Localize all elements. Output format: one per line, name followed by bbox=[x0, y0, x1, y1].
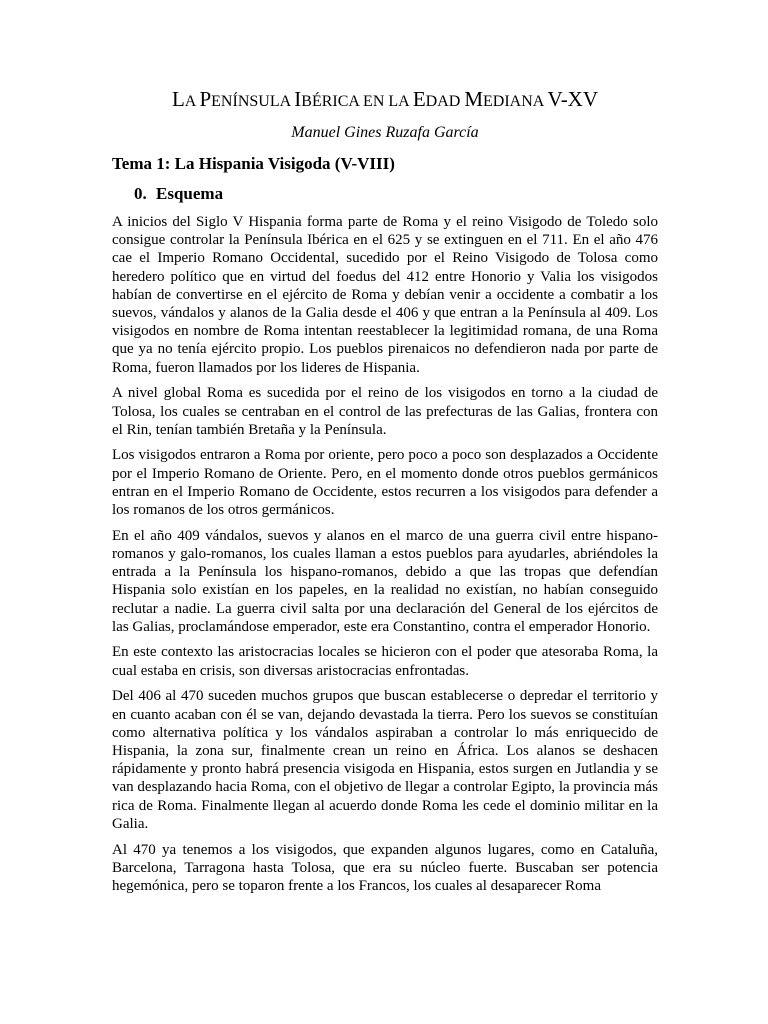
subsection-title: Esquema bbox=[156, 184, 224, 203]
title-fragment: BÉRICA EN LA bbox=[301, 93, 413, 110]
title-fragment: EDIANA bbox=[483, 93, 548, 110]
paragraph: Al 470 ya tenemos a los visigodos, que expanden algunos lugares, como en Cataluña, Barcelona, Tarragona hasta Tolosa, que era su núcleo fuerte. Buscaban ser potencia hegemónica, pero se toparon frente a los Francos, los cuales al desaparecer Roma bbox=[112, 841, 658, 894]
document-page bbox=[112, 86, 658, 903]
section-title: Tema 1: La Hispania Visigoda (V-VIII) bbox=[112, 154, 395, 173]
paragraph: Los visigodos entraron a Roma por oriente, pero poco a poco son desplazados a Occidente por el Imperio Romano de Oriente. Pero, en el momento donde otros pueblos germánicos entran en el Imperio Romano de Occidente, estos recurren a los visigodos para defender a los romanos de los otros germánicos. bbox=[112, 447, 658, 519]
title-fragment: L bbox=[171, 87, 185, 111]
title-fragment: V-XV bbox=[547, 87, 599, 111]
title-fragment: E bbox=[412, 87, 426, 111]
document-title bbox=[112, 86, 658, 115]
title-fragment: DAD bbox=[425, 93, 465, 110]
author-name: Manuel Gines Ruzafa García bbox=[291, 124, 479, 141]
paragraph: A inicios del Siglo V Hispania forma parte de Roma y el reino Visigodo de Toledo solo consigue controlar la Península Ibérica en el 625 y se extinguen en el 711. En el año 476 cae el Imperio Romano Occidental, sucedido por el Reino Visigodo de Tolosa como heredero político que en virtud del foedus del 412 entre Honorio y Valia los visigodos habían de convertirse en el ejército de Roma y debían venir a occidente a combatir a los suevos, vándalos y alanos de la Galia desde el 406 y que entran a la Península al 409. Los visigodos en nombre de Roma intentan reestablecer la legitimidad romana, de una Roma que ya no tenía ejército propio. Los pueblos pirenaicos no defendieron nada por parte de Roma, fueron llamados por los lideres de Hispania. bbox=[112, 214, 658, 376]
subsection-number: 0. bbox=[134, 184, 147, 203]
paragraph: En el año 409 vándalos, suevos y alanos en el marco de una guerra civil entre hispano-romanos y galo-romanos, los cuales llaman a estos pueblos para ayudarles, abriéndoles la entrada a la Península los hispano-romanos, debido a que las tropas que defendían Hispania solo existían en los papeles, en la realidad no existían, no habían conseguido reclutar a nadie. La guerra civil salta por una declaración del General de los ejércitos de las Galias, proclamándose emperador, este era Constantino, contra el emperador Honorio. bbox=[112, 527, 658, 635]
title-fragment: P bbox=[199, 87, 212, 111]
paragraph: En este contexto las aristocracias locales se hicieron con el poder que atesoraba Roma, la cual estaba en crisis, son diversas aristocracias enfrontadas. bbox=[112, 644, 658, 679]
title-fragment: ENÍNSULA bbox=[211, 93, 295, 110]
paragraph: A nivel global Roma es sucedida por el reino de los visigodos en torno a la ciudad de Tolosa, los cuales se centraban en el control de las prefecturas de las Galias, frontera con el Rin, tenían también Bretaña y la Península. bbox=[112, 385, 658, 438]
title-fragment: I bbox=[294, 87, 302, 111]
title-fragment: M bbox=[464, 87, 484, 111]
title-fragment: A bbox=[184, 93, 200, 110]
paragraph: Del 406 al 470 suceden muchos grupos que buscan establecerse o depredar el territorio y en cuanto acaban con él se van, dejando devastada la tierra. Pero los suevos se constituían como alternativa política y los vándalos aspiraban a controlar lo más enriquecido de Hispania, la zona sur, finalmente crean un reino en África. Los alanos se deshacen rápidamente y pronto habrá presencia visigoda en Hispania, estos surgen en Jutlandia y se van desplazando hacia Roma, con el objetivo de llegar a controlar Egipto, la provincia más rica de Roma. Finalmente llegan al acuerdo donde Roma les cede el dominio militar en la Galia. bbox=[112, 688, 658, 832]
subsection-heading bbox=[112, 183, 658, 205]
